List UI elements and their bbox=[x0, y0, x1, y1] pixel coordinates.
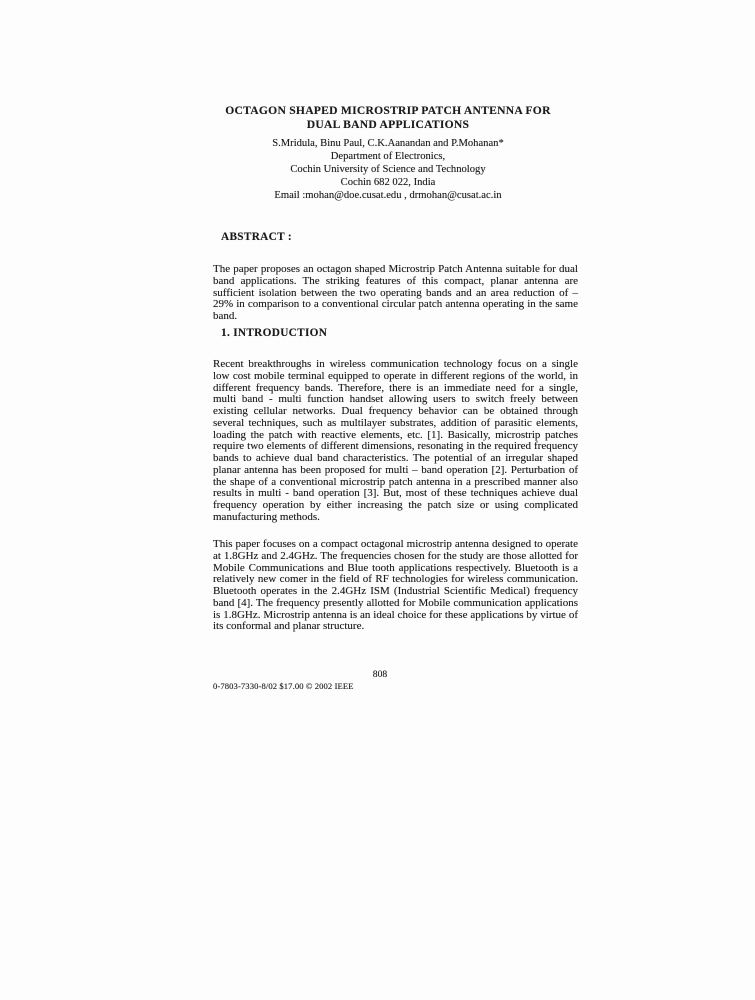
author-block bbox=[208, 137, 568, 202]
introduction-heading: 1. INTRODUCTION bbox=[221, 327, 328, 339]
affiliation-university: Cochin University of Science and Technology bbox=[290, 164, 486, 176]
affiliation-department: Department of Electronics, bbox=[330, 151, 446, 163]
authors-line: S.Mridula, Binu Paul, C.K.Aanandan and P.Mohanan* bbox=[272, 138, 504, 149]
page-number: 808 bbox=[372, 669, 388, 680]
copyright-notice: 0-7803-7330-8/02 $17.00 © 2002 IEEE bbox=[213, 681, 354, 691]
email-line: Email :mohan@doe.cusat.edu , drmohan@cusat.ac.in bbox=[274, 190, 502, 202]
introduction-paragraph-2: This paper focuses on a compact octagonal microstrip antenna designed to operate at 1.8GHz and 2.4GHz. The frequencies chosen for the study are those allotted for Mobile Communications and Blue tooth applications respectively. Bluetooth is a relatively new comer in the field of RF technologies for wireless communication. Bluetooth operates in the 2.4GHz ISM (Industrial Scientific Medical) frequency band [4]. The frequency presently allotted for Mobile communication applications is 1.8GHz. Microstrip antenna is an ideal choice for these applications by virtue of its conformal and planar structure. bbox=[213, 538, 578, 633]
abstract-paragraph: The paper proposes an octagon shaped Microstrip Patch Antenna suitable for dual band applications. The striking features of this compact, planar antenna are sufficient isolation between the two operating bands and an area reduction of – 29% in comparison to a conventional circular patch antenna operating in the same band. bbox=[213, 263, 578, 322]
abstract-heading: ABSTRACT : bbox=[221, 231, 292, 243]
introduction-paragraph-1: Recent breakthroughs in wireless communication technology focus on a single low cost mobile terminal equipped to operate in different regions of the world, in different frequency bands. Therefore, there is an immediate need for a single, multi band - multi function handset allowing users to switch freely between existing cellular networks. Dual frequency behavior can be obtained through several techniques, such as multilayer substrates, addition of parasitic elements, loading the patch with reactive elements, etc. [1]. Basically, microstrip patches require two elements of different dimensions, resonating in the required frequency bands to achieve dual band characteristics. The potential of an irregular shaped planar antenna has been proposed for multi – band operation [2]. Perturbation of the shape of a conventional microstrip patch antenna in a prescribed manner also results in multi - band operation [3]. But, most of these techniques achieve dual frequency operation by either increasing the patch size or using complicated manufacturing methods. bbox=[213, 358, 578, 523]
affiliation-address: Cochin 682 022, India bbox=[340, 177, 436, 189]
paper-title: OCTAGON SHAPED MICROSTRIP PATCH ANTENNA FOR DUAL BAND APPLICATIONS bbox=[225, 103, 551, 132]
